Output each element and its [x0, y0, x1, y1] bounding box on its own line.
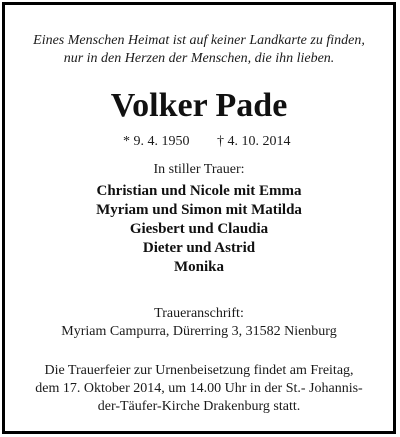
deceased-name: Volker Pade [110, 87, 288, 124]
motto-line-2: nur in den Herzen der Menschen, die ihn lieben. [63, 51, 335, 66]
funeral-line-3: der-Täufer-Kirche Drakenburg statt. [97, 399, 301, 414]
address-label: Traueranschrift: [154, 306, 244, 321]
motto-line-1: Eines Menschen Heimat ist auf keiner Landkarte zu finden, [33, 33, 365, 48]
address-value: Myriam Campurra, Dürerring 3, 31582 Nienburg [61, 324, 337, 339]
mourner-line: Myriam und Simon mit Matilda [96, 202, 302, 218]
funeral-line-1: Die Trauerfeier zur Urnenbeisetzung findet am Freitag, [44, 363, 354, 378]
mourner-line: Giesbert und Claudia [129, 221, 269, 237]
mourner-line: Dieter und Astrid [142, 240, 256, 256]
mourner-line: Monika [173, 259, 224, 275]
mourner-line: Christian und Nicole mit Emma [96, 183, 302, 199]
funeral-line-2: dem 17. Oktober 2014, um 14.00 Uhr in der St.- Johannis- [35, 381, 363, 396]
mourning-label: In stiller Trauer: [153, 162, 245, 177]
death-date: † 4. 10. 2014 [217, 134, 291, 149]
birth-date: * 9. 4. 1950 [123, 134, 190, 149]
death-notice [2, 2, 396, 434]
